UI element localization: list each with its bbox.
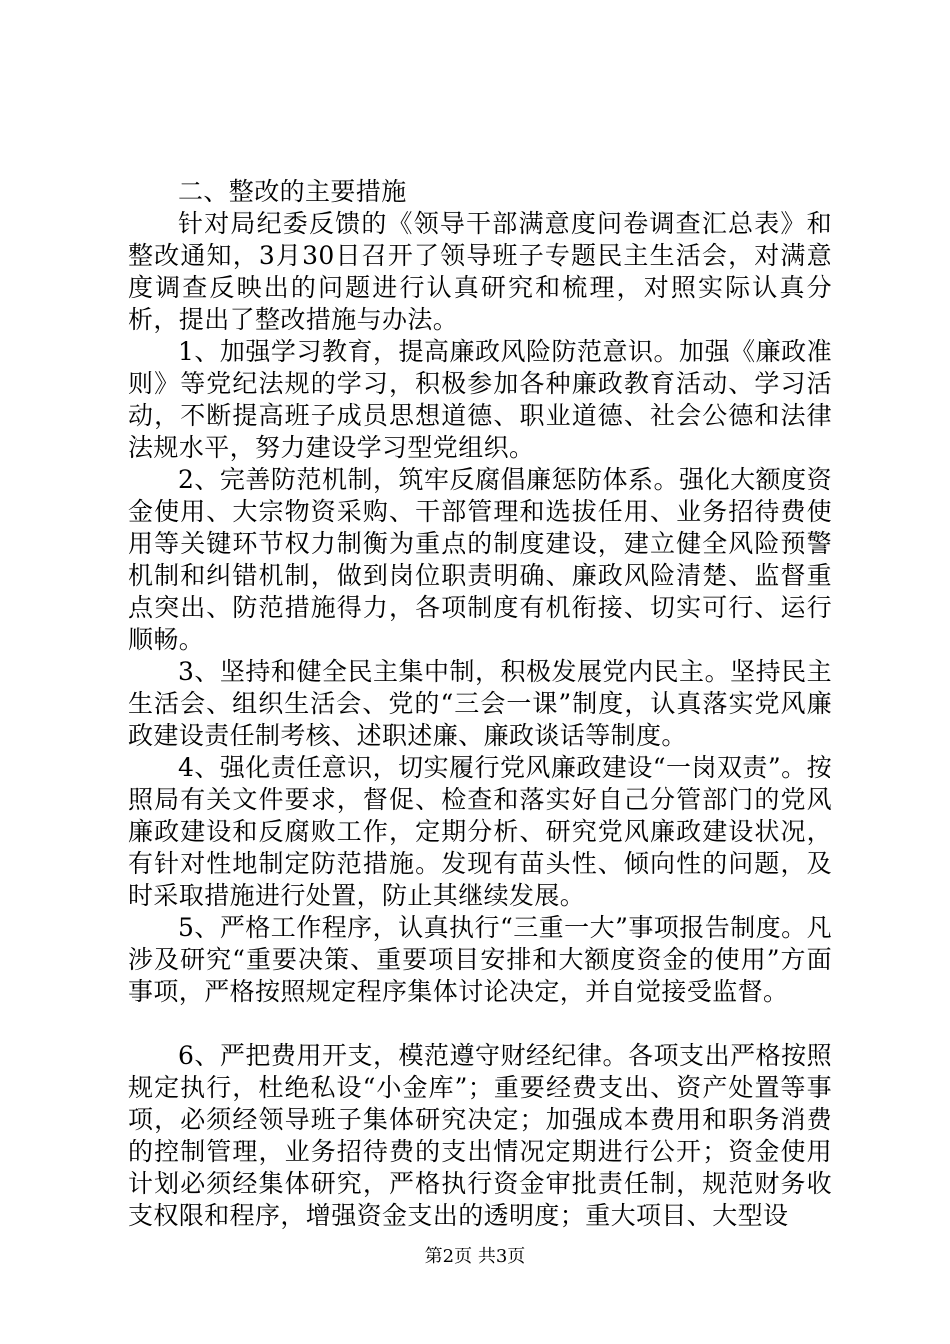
paragraph-intro: 针对局纪委反馈的《领导干部满意度问卷调查汇总表》和整改通知，3月30日召开了领导班子专题民主生活会，对满意度调查反映出的问题进行认真研究和梳理，对照实际认真分析，提出了整改措施与办法。 (128, 209, 832, 334)
paragraph-measure-2: 2、完善防范机制，筑牢反腐倡廉惩防体系。强化大额度资金使用、大宗物资采购、干部管理和选拔任用、业务招待费使用等关键环节权力制衡为重点的制度建设，建立健全风险预警机制和纠错机制，做到岗位职责明确、廉政风险清楚、监督重点突出、防范措施得力，各项制度有机衔接、切实可行、运行顺畅。 (128, 465, 832, 654)
paragraph-measure-3: 3、坚持和健全民主集中制，积极发展党内民主。坚持民主生活会、组织生活会、党的“三会一课”制度，认真落实党风廉政建设责任制考核、述职述廉、廉政谈话等制度。 (128, 657, 832, 750)
paragraph-measure-5: 5、严格工作程序，认真执行“三重一大”事项报告制度。凡涉及研究“重要决策、重要项目安排和大额度资金的使用”方面事项，严格按照规定程序集体讨论决定，并自觉接受监督。 (128, 913, 832, 1006)
paragraph-measure-1: 1、加强学习教育，提高廉政风险防范意识。加强《廉政准则》等党纪法规的学习，积极参加各种廉政教育活动、学习活动，不断提高班子成员思想道德、职业道德、社会公德和法律法规水平，努力建设学习型党组织。 (128, 337, 832, 462)
paragraph-measure-6: 6、严把费用开支，模范遵守财经纪律。各项支出严格按照规定执行，杜绝私设“小金库”；重要经费支出、资产处置等事项，必须经领导班子集体研究决定；加强成本费用和职务消费的控制管理，业务招待费的支出情况定期进行公开；资金使用计划必须经集体研究，严格执行资金审批责任制，规范财务收支权限和程序，增强资金支出的透明度；重大项目、大型设 (128, 1041, 832, 1230)
section-heading: 二、整改的主要措施 (178, 177, 407, 206)
document-body (128, 176, 832, 1232)
page-number-footer: 第2页 共3页 (424, 1246, 526, 1267)
paragraph-measure-4: 4、强化责任意识，切实履行党风廉政建设“一岗双责”。按照局有关文件要求，督促、检查和落实好自己分管部门的党风廉政建设和反腐败工作，定期分析、研究党风廉政建设状况，有针对性地制定防范措施。发现有苗头性、倾向性的问题，及时采取措施进行处置，防止其继续发展。 (128, 753, 832, 910)
